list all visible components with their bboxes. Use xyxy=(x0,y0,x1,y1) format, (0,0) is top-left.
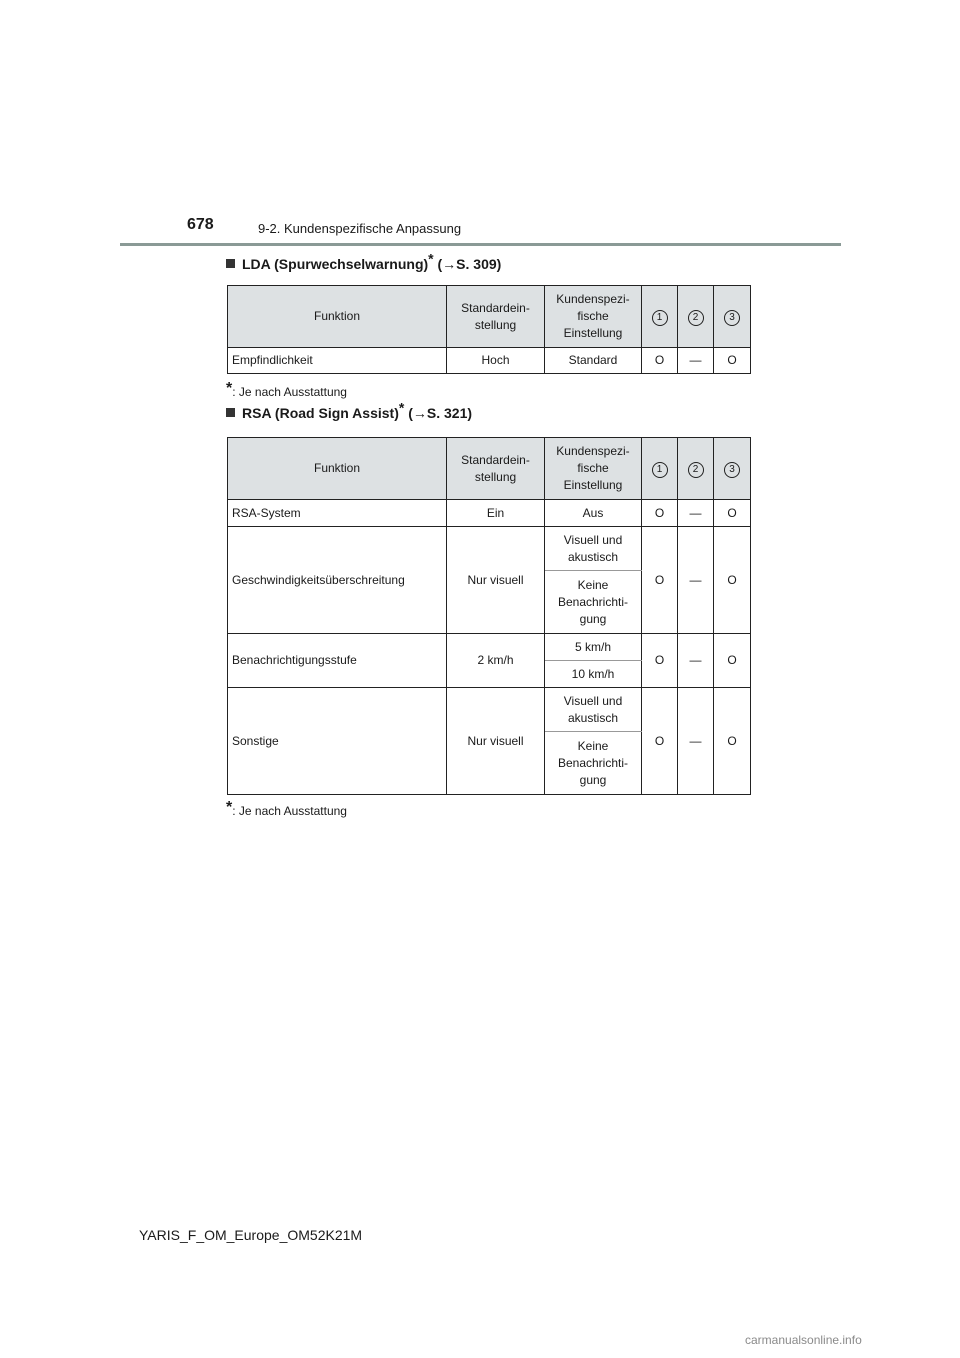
circled-number-2-icon: 2 xyxy=(688,310,704,326)
cell-standard: 2 km/h xyxy=(447,634,545,688)
circled-number-3-icon: 3 xyxy=(724,310,740,326)
square-bullet-icon xyxy=(226,259,235,268)
cell-1: O xyxy=(642,527,678,634)
cell-kunden: 5 km/h xyxy=(545,634,642,661)
table-rsa-header xyxy=(228,438,751,500)
cell-kunden: Keine Benachrichti- gung xyxy=(545,732,642,795)
watermark: carmanualsonline.info xyxy=(745,1333,862,1347)
cell-kunden: Visuell und akustisch xyxy=(545,688,642,732)
cell-3: O xyxy=(714,688,751,795)
cell-2: — xyxy=(678,500,714,527)
col-funktion: Funktion xyxy=(228,286,447,348)
cell-funktion: Geschwindigkeitsüberschreitung xyxy=(228,527,447,634)
col-3 xyxy=(714,286,751,348)
footnote-rsa xyxy=(226,799,347,818)
cell-3: O xyxy=(714,634,751,688)
heading-rsa-ref: (→S. 321) xyxy=(408,405,473,421)
cell-standard: Nur visuell xyxy=(447,688,545,795)
heading-lda-title: LDA (Spurwechselwarnung) xyxy=(242,256,429,272)
document-id: YARIS_F_OM_Europe_OM52K21M xyxy=(139,1227,363,1243)
page-number: 678 xyxy=(187,216,214,233)
table-lda-header xyxy=(228,286,751,348)
header-rule xyxy=(120,243,841,246)
heading-rsa-title: RSA (Road Sign Assist) xyxy=(242,405,399,421)
col-2 xyxy=(678,438,714,500)
cell-standard: Ein xyxy=(447,500,545,527)
cell-standard: Hoch xyxy=(447,348,545,374)
col-kunden: Kundenspezi- fische Einstellung xyxy=(545,286,642,348)
table-row xyxy=(228,348,751,374)
col-1 xyxy=(642,286,678,348)
cell-3: O xyxy=(714,348,751,374)
circled-number-2-icon: 2 xyxy=(688,462,704,478)
cell-funktion: Sonstige xyxy=(228,688,447,795)
table-lda xyxy=(227,285,751,374)
cell-1: O xyxy=(642,500,678,527)
circled-number-1-icon: 1 xyxy=(652,310,668,326)
cell-funktion: Benachrichtigungsstufe xyxy=(228,634,447,688)
cell-kunden: 10 km/h xyxy=(545,661,642,688)
footnote-lda xyxy=(226,380,347,399)
footnote-text: : Je nach Ausstattung xyxy=(232,385,347,399)
footnote-text: : Je nach Ausstattung xyxy=(232,804,347,818)
col-1 xyxy=(642,438,678,500)
cell-standard: Nur visuell xyxy=(447,527,545,634)
heading-lda xyxy=(226,250,502,272)
cell-kunden: Keine Benachrichti- gung xyxy=(545,571,642,634)
col-3 xyxy=(714,438,751,500)
cell-3: O xyxy=(714,500,751,527)
circled-number-1-icon: 1 xyxy=(652,462,668,478)
cell-1: O xyxy=(642,348,678,374)
cell-kunden: Visuell und akustisch xyxy=(545,527,642,571)
col-standard: Standardein- stellung xyxy=(447,286,545,348)
cell-funktion: RSA-System xyxy=(228,500,447,527)
table-row xyxy=(228,500,751,527)
table-row xyxy=(228,688,751,732)
cell-funktion: Empfindlichkeit xyxy=(228,348,447,374)
cell-2: — xyxy=(678,527,714,634)
cell-2: — xyxy=(678,348,714,374)
col-2 xyxy=(678,286,714,348)
cell-kunden: Standard xyxy=(545,348,642,374)
footnote-star: * xyxy=(226,799,233,816)
cell-2: — xyxy=(678,688,714,795)
section-title: 9-2. Kundenspezifische Anpassung xyxy=(258,221,462,236)
col-standard: Standardein- stellung xyxy=(447,438,545,500)
heading-rsa xyxy=(226,399,473,421)
cell-1: O xyxy=(642,634,678,688)
heading-lda-star: * xyxy=(428,250,434,267)
heading-rsa-star: * xyxy=(398,399,405,416)
heading-lda-ref: (→S. 309) xyxy=(437,256,502,272)
cell-3: O xyxy=(714,527,751,634)
table-row xyxy=(228,634,751,661)
col-funktion: Funktion xyxy=(228,438,447,500)
table-rsa xyxy=(227,437,751,795)
col-kunden: Kundenspezi- fische Einstellung xyxy=(545,438,642,500)
footnote-star: * xyxy=(226,380,233,397)
square-bullet-icon xyxy=(226,408,235,417)
cell-kunden: Aus xyxy=(545,500,642,527)
circled-number-3-icon: 3 xyxy=(724,462,740,478)
table-row xyxy=(228,527,751,571)
cell-1: O xyxy=(642,688,678,795)
cell-2: — xyxy=(678,634,714,688)
